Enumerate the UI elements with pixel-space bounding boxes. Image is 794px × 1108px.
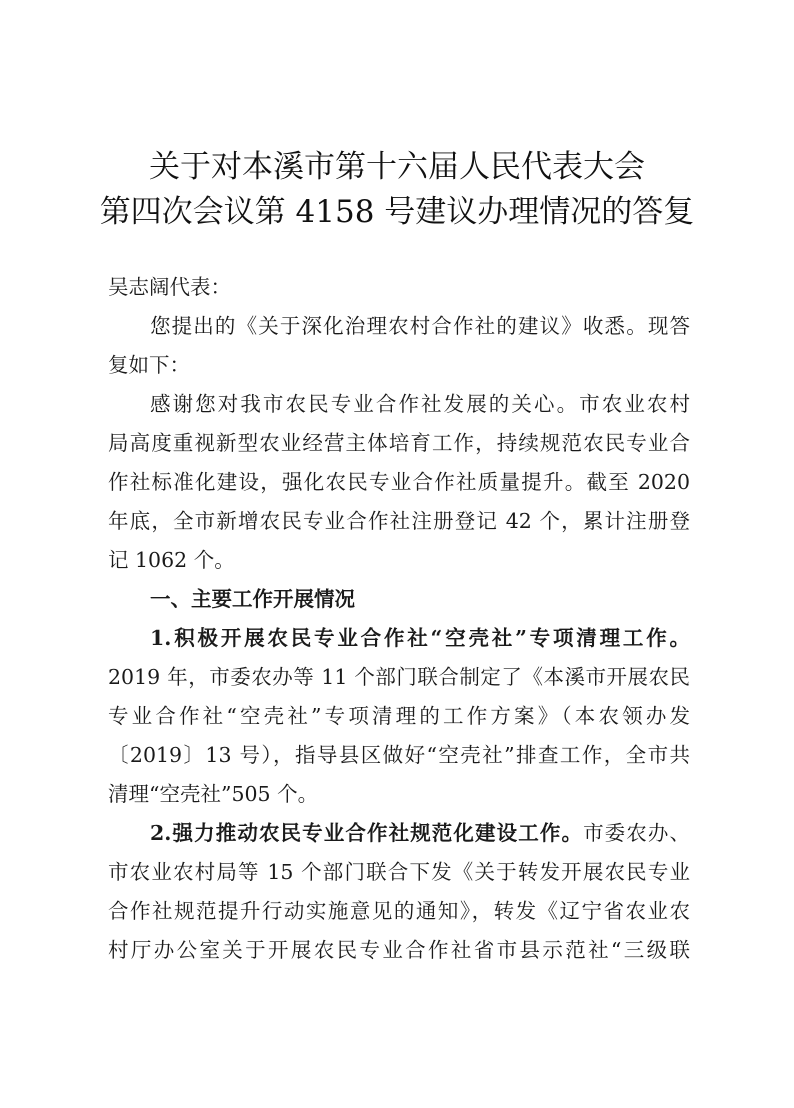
salutation: 吴志阔代表： — [108, 275, 231, 299]
item-1-lead: 1.积极开展农民专业合作社“空壳社”专项清理工作。 — [150, 626, 690, 650]
document-body — [108, 268, 690, 970]
paragraph-2-line-5: 记 1062 个。 — [108, 548, 235, 572]
paragraph-1-line-2: 复如下： — [108, 353, 190, 377]
paragraph-1-line-1: 您提出的《关于深化治理农村合作社的建议》收悉。现答 — [150, 314, 690, 338]
paragraph-2-line-4: 年底，全市新增农民专业合作社注册登记 42 个，累计注册登 — [108, 509, 690, 533]
item-2-lead-tail: 市委农办、 — [583, 821, 690, 845]
item-1-line-4: 清理“空壳社”505 个。 — [108, 782, 319, 806]
item-1-line-2: 专业合作社“空壳社”专项清理的工作方案》（本农领办发 — [108, 704, 690, 728]
paragraph-2-line-3: 作社标准化建设，强化农民专业合作社质量提升。截至 2020 — [108, 470, 690, 494]
paragraph-2-line-2: 局高度重视新型农业经营主体培育工作，持续规范农民专业合 — [108, 431, 690, 455]
item-1-line-1: 2019 年，市委农办等 11 个部门联合制定了《本溪市开展农民 — [108, 665, 690, 689]
item-2-lead: 2.强力推动农民专业合作社规范化建设工作。 — [150, 821, 584, 845]
document-title-line-1: 关于对本溪市第十六届人民代表大会 — [149, 149, 645, 185]
item-1-line-3: 〔2019〕13 号），指导县区做好“空壳社”排查工作，全市共 — [108, 743, 690, 767]
item-2-first-line — [108, 814, 690, 853]
item-2-line-2: 合作社规范提升行动实施意见的通知》，转发《辽宁省农业农 — [108, 899, 690, 923]
item-2-line-1: 市农业农村局等 15 个部门联合下发《关于转发开展农民专业 — [108, 860, 690, 884]
paragraph-2-line-1: 感谢您对我市农民专业合作社发展的关心。市农业农村 — [150, 392, 690, 416]
item-2-line-3: 村厅办公室关于开展农民专业合作社省市县示范社“三级联 — [108, 938, 690, 962]
document-title-line-2: 第四次会议第 4158 号建议办理情况的答复 — [99, 194, 695, 230]
section-1-heading: 一、主要工作开展情况 — [150, 587, 355, 611]
